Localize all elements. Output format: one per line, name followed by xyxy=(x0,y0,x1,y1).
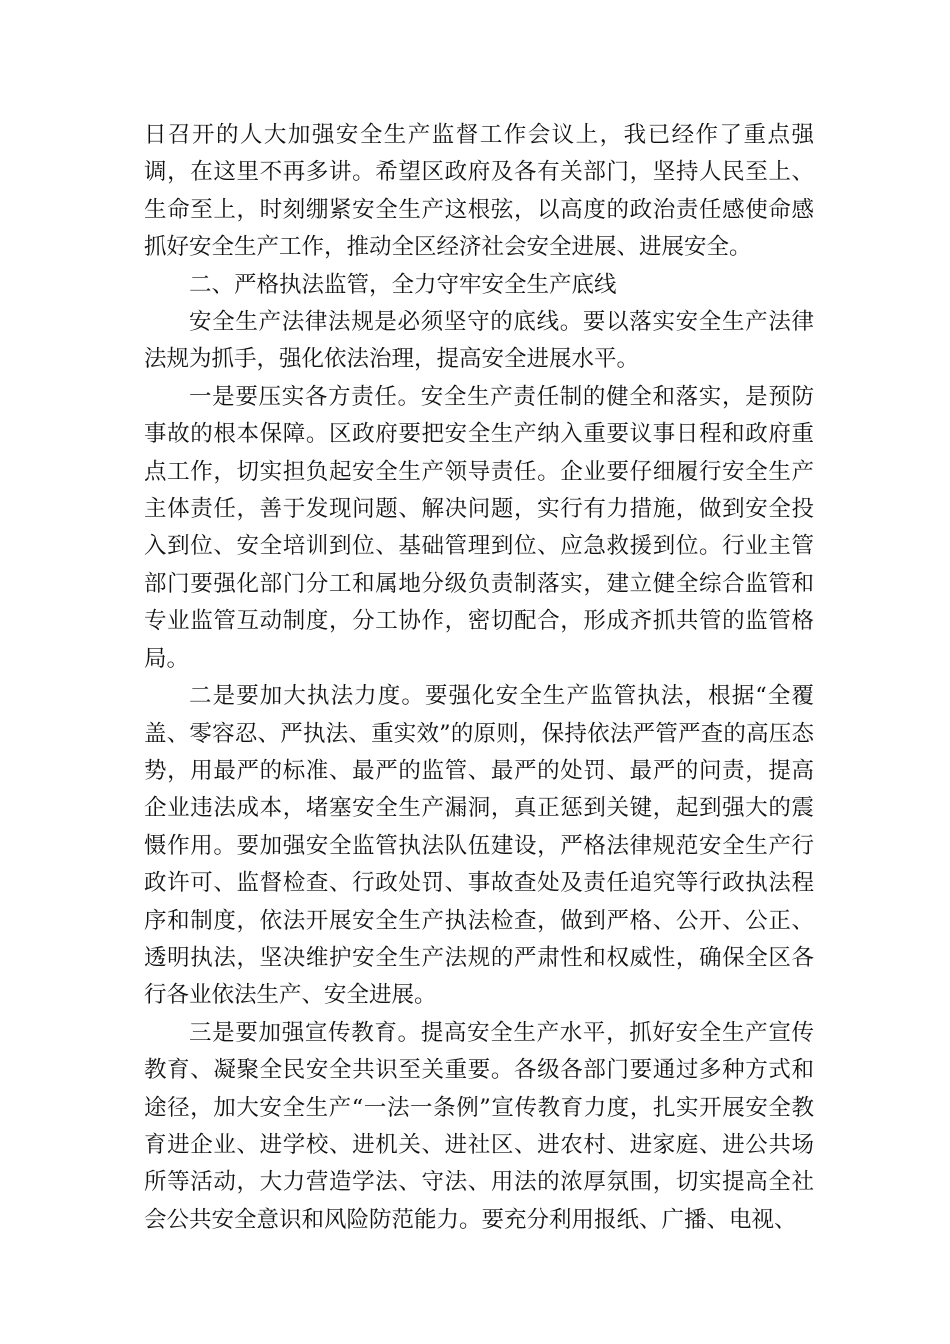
paragraph-continued: 日召开的人大加强安全生产监督工作会议上，我已经作了重点强调，在这里不再多讲。希望区政府及各有关部门，坚持人民至上、生命至上，时刻绷紧安全生产这根弦，以高度的政治责任感使命感抓好安全生产工作，推动全区经济社会安全进展、进展安全。 xyxy=(144,122,814,261)
paragraph: 安全生产法律法规是必须坚守的底线。要以落实安全生产法律法规为抓手，强化依法治理，提高安全进展水平。 xyxy=(144,309,814,373)
section-heading: 二、严格执法监管，全力守牢安全生产底线 xyxy=(189,271,617,298)
paragraph: 二是要加大执法力度。要强化安全生产监管执法，根据“全覆盖、零容忍、严执法、重实效”的原则，保持依法严管严查的高压态势，用最严的标准、最严的监管、最严的处罚、最严的问责，提高企业违法成本，堵塞安全生产漏洞，真正惩到关键，起到强大的震慑作用。要加强安全监管执法队伍建设，严格法律规范安全生产行政许可、监督检查、行政处罚、事故查处及责任追究等行政执法程序和制度，依法开展安全生产执法检查，做到严格、公开、公正、透明执法，坚决维护安全生产法规的严肃性和权威性，确保全区各行各业依法生产、安全进展。 xyxy=(144,683,814,1009)
document-body xyxy=(144,117,814,1239)
paragraph: 一是要压实各方责任。安全生产责任制的健全和落实，是预防事故的根本保障。区政府要把安全生产纳入重要议事日程和政府重点工作，切实担负起安全生产领导责任。企业要仔细履行安全生产主体责任，善于发现问题、解决问题，实行有力措施，做到安全投入到位、安全培训到位、基础管理到位、应急救援到位。行业主管部门要强化部门分工和属地分级负责制落实，建立健全综合监管和专业监管互动制度，分工协作，密切配合，形成齐抓共管的监管格局。 xyxy=(144,383,814,672)
paragraph: 三是要加强宣传教育。提高安全生产水平，抓好安全生产宣传教育、凝聚全民安全共识至关重要。各级各部门要通过多种方式和途径，加大安全生产“一法一条例”宣传教育力度，扎实开展安全教育进企业、进学校、进机关、进社区、进农村、进家庭、进公共场所等活动，大力营造学法、守法、用法的浓厚氛围，切实提高全社会公共安全意识和风险防范能力。要充分利用报纸、广播、电视、 xyxy=(144,1019,814,1233)
